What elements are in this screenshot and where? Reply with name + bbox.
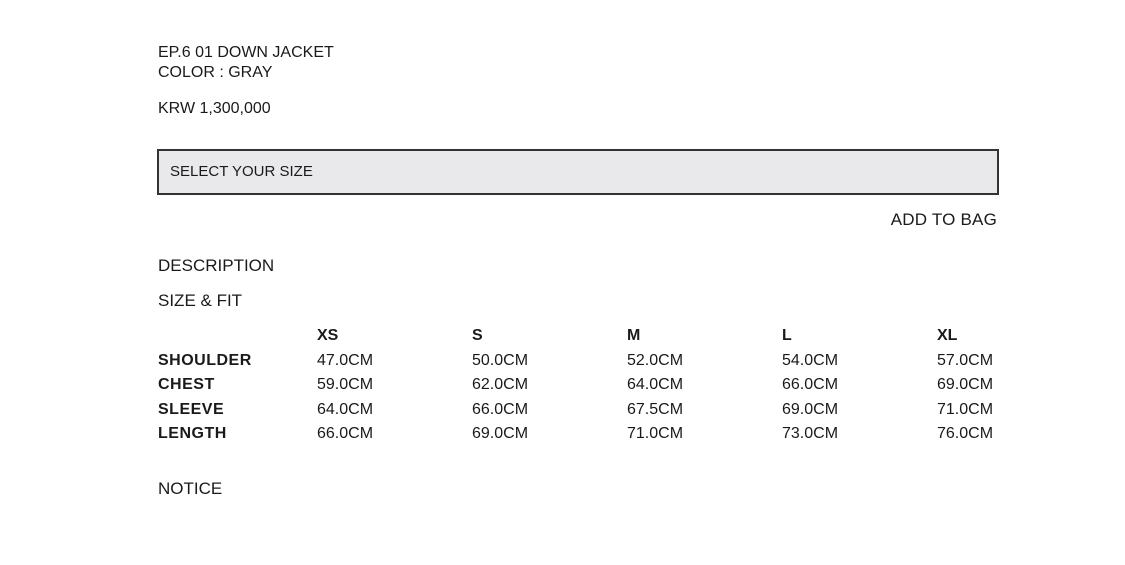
size-chart-table [158,324,1000,447]
table-cell: 54.0CM [782,351,839,369]
size-header-l: L [782,327,792,345]
table-cell: 67.5CM [627,400,684,418]
table-row [158,398,1000,423]
table-row [158,422,1000,447]
row-label-chest: CHEST [158,376,215,394]
row-label-length: LENGTH [158,425,227,443]
size-header-xs: XS [317,327,339,345]
table-cell: 71.0CM [627,425,684,443]
size-select-dropdown[interactable] [157,149,999,195]
row-label-shoulder: SHOULDER [158,351,252,369]
product-info [158,43,334,83]
table-cell: 73.0CM [782,425,839,443]
size-fit-toggle[interactable]: SIZE & FIT [158,291,243,310]
table-cell: 62.0CM [472,376,529,394]
table-cell: 71.0CM [937,400,994,418]
table-cell: 50.0CM [472,351,529,369]
table-cell: 69.0CM [782,400,839,418]
table-cell: 69.0CM [472,425,529,443]
size-header-m: M [627,327,641,345]
table-row [158,349,1000,374]
size-select-label: SELECT YOUR SIZE [170,163,313,180]
table-cell: 66.0CM [472,400,529,418]
table-cell: 59.0CM [317,376,374,394]
product-name: EP.6 01 DOWN JACKET [158,44,334,61]
table-cell: 47.0CM [317,351,374,369]
size-chart-corner [158,324,317,349]
table-row [158,373,1000,398]
product-color: COLOR : GRAY [158,64,273,81]
description-toggle[interactable]: DESCRIPTION [158,256,275,275]
table-cell: 64.0CM [627,376,684,394]
row-label-sleeve: SLEEVE [158,400,225,418]
table-cell: 52.0CM [627,351,684,369]
product-price: KRW 1,300,000 [158,100,271,117]
notice-toggle[interactable]: NOTICE [158,479,223,498]
table-cell: 76.0CM [937,425,994,443]
table-cell: 57.0CM [937,351,994,369]
size-header-xl: XL [937,327,958,345]
size-header-s: S [472,327,483,345]
table-cell: 66.0CM [782,376,839,394]
table-cell: 66.0CM [317,425,374,443]
table-cell: 69.0CM [937,376,994,394]
size-chart-header-row [158,324,1000,349]
add-to-bag-button[interactable]: ADD TO BAG [890,210,997,229]
table-cell: 64.0CM [317,400,374,418]
